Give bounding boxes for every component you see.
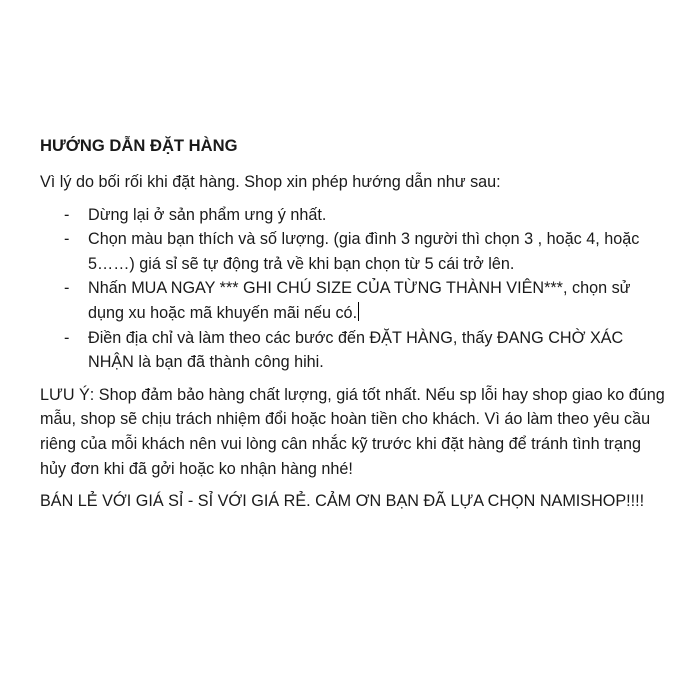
bullet-dash: - (64, 328, 70, 347)
bullet-dash: - (64, 205, 70, 224)
step-text: Chọn màu bạn thích và số lượng. (gia đình 3 người thì chọn 3 , hoặc 4, hoặc 5……) giá sỉ sẽ tự động trả về khi bạn chọn từ 5 cái trở lên. (88, 230, 640, 273)
list-item (40, 276, 670, 325)
intro-text: Vì lý do bối rối khi đặt hàng. Shop xin phép hướng dẫn như sau: (40, 173, 501, 191)
bullet-dash: - (64, 230, 70, 249)
note-paragraph: LƯU Ý: Shop đảm bảo hàng chất lượng, giá tốt nhất. Nếu sp lỗi hay shop giao ko đúng mẫu, shop sẽ chịu trách nhiệm đổi hoặc hoàn tiền cho khách. Vì áo làm theo yêu cầu riêng của mỗi khách nên vui lòng cân nhắc kỹ trước khi đặt hàng để tránh tình trạng hủy đơn khi đã gởi hoặc ko nhận hàng nhé! (40, 385, 665, 478)
page-title: HƯỚNG DẪN ĐẶT HÀNG (40, 136, 238, 155)
steps-list (40, 203, 670, 375)
step-text: Điền địa chỉ và làm theo các bước đến ĐẶT HÀNG, thấy ĐANG CHỜ XÁC NHẬN là bạn đã thành công hihi. (88, 328, 624, 372)
text-cursor (358, 302, 359, 321)
step-text: Nhấn MUA NGAY *** GHI CHÚ SIZE CỦA TỪNG THÀNH VIÊN***, chọn sử dụng xu hoặc mã khuyến mãi nếu có. (88, 279, 631, 322)
document-page (40, 134, 670, 514)
list-item (40, 227, 670, 276)
list-item (40, 326, 670, 375)
slogan-text: BÁN LẺ VỚI GIÁ SỈ - SỈ VỚI GIÁ RẺ. CẢM ƠN BẠN ĐÃ LỰA CHỌN NAMISHOP!!!! (40, 492, 645, 511)
list-item (40, 203, 670, 228)
step-text: Dừng lại ở sản phẩm ưng ý nhất. (88, 205, 327, 224)
bullet-dash: - (64, 279, 70, 298)
